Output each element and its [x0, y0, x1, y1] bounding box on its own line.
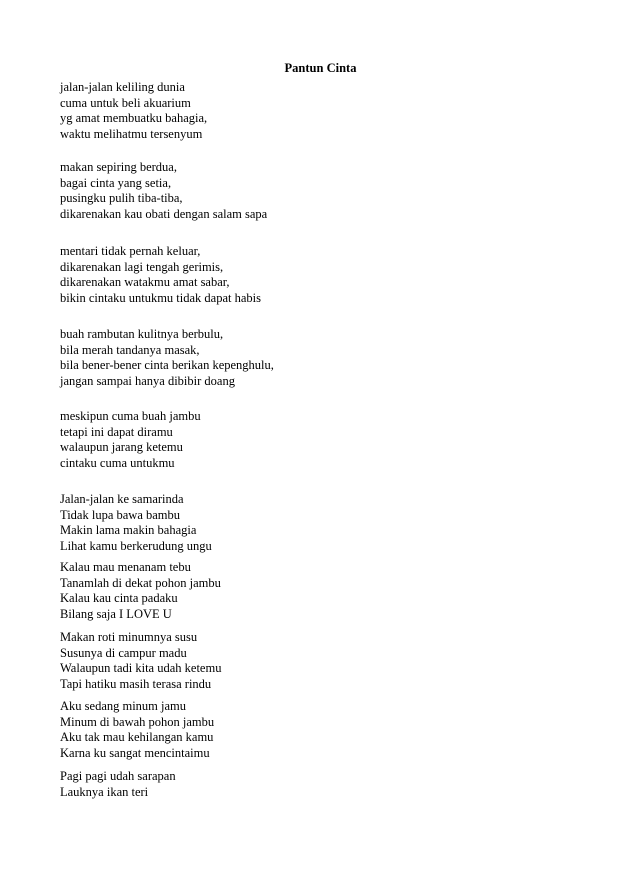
- stanza-line: Tidak lupa bawa bambu: [60, 507, 181, 522]
- stanza-4: [60, 327, 600, 389]
- stanza-line: dikarenakan lagi tengah gerimis,: [60, 259, 224, 274]
- stanza-line: Kalau kau cinta padaku: [60, 591, 178, 606]
- stanza-line: Tanamlah di dekat pohon jambu: [60, 575, 221, 590]
- stanza-2: [60, 160, 600, 222]
- stanza-line: Minum di bawah pohon jambu: [60, 714, 215, 729]
- stanza-line: Tapi hatiku masih terasa rindu: [60, 676, 212, 691]
- stanza-line: Kalau mau menanam tebu: [60, 560, 191, 574]
- stanza-line: Lihat kamu berkerudung ungu: [60, 538, 212, 553]
- stanza-line: cintaku cuma untukmu: [60, 455, 175, 470]
- stanza-line: dikarenakan kau obati dengan salam sapa: [60, 206, 268, 221]
- stanza-line: Susunya di campur madu: [60, 645, 187, 660]
- stanza-3: [60, 244, 600, 306]
- stanza-line: buah rambutan kulitnya berbulu,: [60, 327, 224, 341]
- stanza-line: Makan roti minumnya susu: [60, 630, 198, 644]
- stanza-line: dikarenakan watakmu amat sabar,: [60, 275, 230, 290]
- stanza-line: bagai cinta yang setia,: [60, 175, 172, 190]
- stanza-10: [60, 769, 600, 800]
- stanza-line: yg amat membuatku bahagia,: [60, 111, 208, 126]
- stanza-line: Aku sedang minum jamu: [60, 699, 187, 713]
- stanza-line: Jalan-jalan ke samarinda: [60, 492, 184, 506]
- stanza-line: Lauknya ikan teri: [60, 784, 149, 799]
- stanza-line: walaupun jarang ketemu: [60, 440, 183, 455]
- stanza-line: Makin lama makin bahagia: [60, 523, 197, 538]
- stanza-line: bila merah tandanya masak,: [60, 342, 200, 357]
- stanza-line: makan sepiring berdua,: [60, 160, 177, 174]
- title-text: Pantun Cinta: [284, 61, 357, 75]
- stanza-line: jalan-jalan keliling dunia: [60, 80, 185, 94]
- stanza-line: Karna ku sangat mencintaimu: [60, 745, 210, 760]
- stanza-line: Bilang saja I LOVE U: [60, 606, 172, 621]
- stanza-line: jangan sampai hanya dibibir doang: [60, 373, 235, 388]
- stanza-line: cuma untuk beli akuarium: [60, 95, 191, 110]
- stanza-line: tetapi ini dapat diramu: [60, 424, 173, 439]
- stanza-line: bikin cintaku untukmu tidak dapat habis: [60, 290, 262, 305]
- stanza-line: mentari tidak pernah keluar,: [60, 244, 201, 258]
- stanza-5: [60, 409, 600, 471]
- page-title: [0, 60, 639, 76]
- stanza-line: Walaupun tadi kita udah ketemu: [60, 661, 222, 676]
- stanza-line: Pagi pagi udah sarapan: [60, 769, 176, 783]
- stanza-line: bila bener-bener cinta berikan kepenghulu,: [60, 358, 274, 373]
- stanza-8: [60, 630, 600, 692]
- stanza-1: [60, 80, 600, 142]
- stanza-line: waktu melihatmu tersenyum: [60, 126, 203, 141]
- stanza-line: meskipun cuma buah jambu: [60, 409, 201, 423]
- stanza-9: [60, 699, 600, 761]
- stanza-6: [60, 492, 600, 554]
- stanza-7: [60, 560, 600, 622]
- stanza-line: pusingku pulih tiba-tiba,: [60, 191, 183, 206]
- stanza-line: Aku tak mau kehilangan kamu: [60, 730, 214, 745]
